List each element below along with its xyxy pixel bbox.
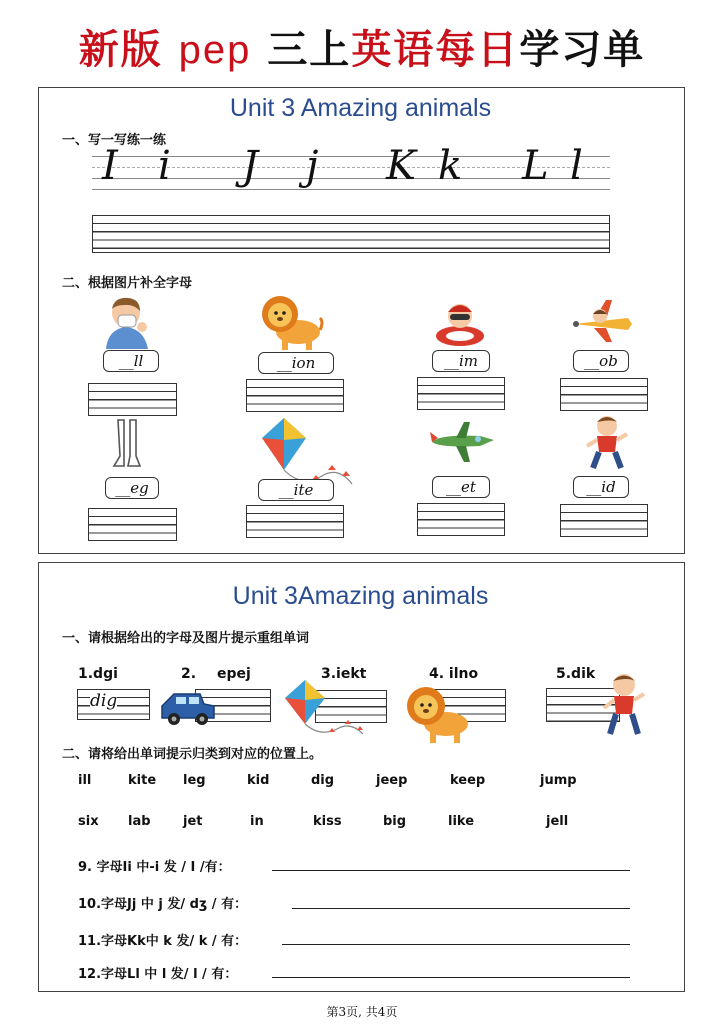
page-title: 新版 pep 三上英语每日学习单 — [78, 26, 646, 73]
answer-lines-4[interactable] — [560, 378, 648, 411]
word-leg: leg — [183, 773, 206, 788]
letter-j: j — [306, 143, 319, 189]
word-ill: ill — [78, 773, 92, 788]
letter-J: J — [242, 143, 259, 189]
fill-label-kid: __id — [573, 476, 629, 498]
word-kid: kid — [247, 773, 270, 788]
fill-label-kite: __ite — [258, 479, 334, 501]
fill-label-lion: __ion — [258, 352, 334, 374]
question-10-answer-line[interactable] — [292, 907, 630, 909]
pilot-plane-icon — [570, 296, 634, 344]
letter-l: l — [570, 143, 583, 189]
letter-k: k — [438, 143, 463, 189]
question-10: 10.字母Jj 中 j 发/ dʒ / 有： — [78, 897, 248, 912]
swimmer-icon — [432, 296, 488, 348]
anagram-4-prompt: 4. ilno — [429, 666, 479, 682]
anagram-2-prompt: 2. — [181, 666, 197, 682]
question-12-answer-line[interactable] — [272, 976, 630, 978]
anagram-3-prompt: 3.iekt — [321, 666, 367, 682]
answer-lines-3[interactable] — [417, 377, 505, 410]
word-big: big — [383, 814, 407, 829]
panel2-section1-heading: 一、请根据给出的字母及图片提示重组单词 — [62, 631, 310, 646]
fill-label-job: __ob — [573, 350, 629, 372]
legs-icon — [110, 420, 144, 472]
word-kite: kite — [128, 773, 157, 788]
jeep-icon — [160, 690, 216, 726]
letter-i: i — [158, 143, 171, 189]
answer-lines-5[interactable] — [88, 508, 177, 541]
panel1-section2-heading: 二、根据图片补全字母 — [62, 276, 193, 291]
answer-lines-8[interactable] — [560, 504, 648, 537]
letter-K: K — [386, 143, 416, 189]
word-kiss: kiss — [313, 814, 342, 829]
kite-small-icon — [285, 680, 365, 740]
word-jell: jell — [546, 814, 569, 829]
anagram-5-prompt: 5.dik — [556, 666, 596, 682]
running-kid-small-icon — [602, 672, 646, 742]
word-in: in — [250, 814, 264, 829]
panel2-unit-title: Unit 3Amazing animals — [232, 582, 489, 610]
anagram-2-scrambled: epej — [217, 666, 251, 682]
panel2-section2-heading: 二、请将给出单词提示归类到对应的位置上。 — [62, 747, 323, 762]
writing-lines-wide[interactable] — [92, 215, 610, 253]
lion-small-icon — [404, 684, 472, 744]
anagram-1-answer-text: dig — [90, 691, 118, 711]
letter-L: L — [522, 143, 549, 189]
word-like: like — [448, 814, 475, 829]
jet-icon — [430, 420, 496, 464]
letter-row — [96, 143, 616, 203]
question-9: 9. 字母Ii 中-i 发 / I /有： — [78, 860, 231, 875]
word-jeep: jeep — [376, 773, 408, 788]
lion-icon — [258, 292, 324, 350]
anagram-1-prompt: 1.dgi — [78, 666, 118, 682]
fill-label-leg: __eg — [105, 477, 159, 499]
question-9-answer-line[interactable] — [272, 869, 630, 871]
word-keep: keep — [450, 773, 486, 788]
word-dig: dig — [311, 773, 335, 788]
fill-label-swim: __im — [432, 350, 490, 372]
answer-lines-7[interactable] — [417, 503, 505, 536]
sick-boy-icon — [98, 293, 154, 349]
answer-lines-1[interactable] — [88, 383, 177, 416]
answer-lines-2[interactable] — [246, 379, 344, 412]
question-11: 11.字母Kk中 k 发/ k / 有： — [78, 934, 248, 949]
word-jump: jump — [540, 773, 577, 788]
running-kid-icon — [585, 414, 629, 474]
word-jet: jet — [183, 814, 203, 829]
question-11-answer-line[interactable] — [282, 943, 630, 945]
word-six: six — [78, 814, 99, 829]
letter-I: I — [102, 143, 118, 189]
word-lab: lab — [128, 814, 151, 829]
answer-lines-6[interactable] — [246, 505, 344, 538]
fill-label-ill: __ll — [103, 350, 159, 372]
panel1-section1-heading: 一、写一写练一练 — [62, 133, 167, 148]
question-12: 12.字母Ll 中 l 发/ l / 有： — [78, 967, 238, 982]
fill-label-jet: __et — [432, 476, 490, 498]
page-number: 第3页, 共4页 — [326, 1005, 398, 1019]
panel1-unit-title: Unit 3 Amazing animals — [229, 94, 492, 122]
